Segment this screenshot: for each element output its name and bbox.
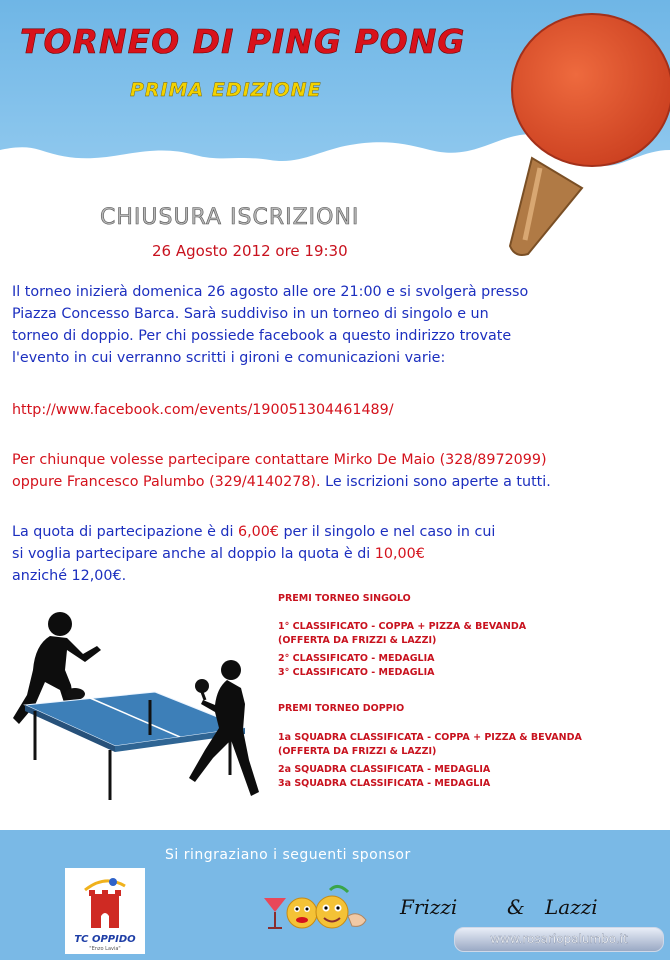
single-prizes-title: PREMI TORNEO SINGOLO bbox=[278, 593, 411, 604]
prize-item: (OFFERTA DA FRIZZI & LAZZI) bbox=[278, 635, 437, 646]
prize-item: 1° CLASSIFICATO - COPPA + PIZZA & BEVANDA bbox=[278, 621, 527, 632]
single-fee: 6,00€ bbox=[238, 524, 279, 540]
frizzi-lazzi-logo-left: Frizzi bbox=[400, 895, 458, 919]
closing-heading: CHIUSURA ISCRIZIONI bbox=[100, 205, 360, 230]
fee-line: anziché 12,00€. bbox=[12, 568, 127, 584]
contact-line: Per chiunque volesse partecipare contattare Mirko De Maio (328/8972099) bbox=[12, 452, 547, 468]
intro-line: Il torneo inizierà domenica 26 agosto alle ore 21:00 e si svolgerà presso bbox=[12, 284, 529, 300]
registration-open-note: Le iscrizioni sono aperte a tutti. bbox=[320, 474, 551, 490]
sponsors-thanks: Si ringraziano i seguenti sponsor bbox=[165, 847, 411, 863]
website-badge[interactable]: www.rosariopalumbo.it bbox=[454, 927, 664, 952]
fee-paragraph bbox=[12, 521, 662, 587]
ping-pong-paddle-icon bbox=[470, 8, 670, 263]
double-fee: 10,00€ bbox=[374, 546, 425, 562]
contact-line bbox=[12, 471, 662, 493]
prize-item: 3° CLASSIFICATO - MEDAGLIA bbox=[278, 667, 435, 678]
double-prizes-title: PREMI TORNEO DOPPIO bbox=[278, 703, 405, 714]
frizzi-lazzi-ampersand: & bbox=[507, 895, 525, 919]
contact-name: oppure Francesco Palumbo (329/4140278). bbox=[12, 474, 321, 490]
poster-subtitle: PRIMA EDIZIONE bbox=[130, 79, 322, 101]
tc-oppido-name: TC OPPIDO bbox=[74, 934, 136, 945]
prize-item: 2a SQUADRA CLASSIFICATA - MEDAGLIA bbox=[278, 764, 491, 775]
tc-oppido-subtitle: "Enzo Lavia" bbox=[89, 946, 121, 952]
prize-item: 3a SQUADRA CLASSIFICATA - MEDAGLIA bbox=[278, 778, 491, 789]
intro-line: Piazza Concesso Barca. Sarà suddiviso in un torneo di singolo e un bbox=[12, 306, 489, 322]
double-prizes-list bbox=[278, 731, 668, 791]
tower-icon bbox=[77, 872, 133, 932]
intro-line: torneo di doppio. Per chi possiede facebook a questo indirizzo trovate bbox=[12, 328, 512, 344]
contact-paragraph bbox=[12, 449, 662, 493]
prize-item: 1a SQUADRA CLASSIFICATA - COPPA + PIZZA & BEVANDA bbox=[278, 732, 582, 743]
emoji-faces-icon bbox=[262, 868, 382, 950]
closing-date: 26 Agosto 2012 ore 19:30 bbox=[152, 242, 348, 260]
facebook-event-link[interactable]: http://www.facebook.com/events/190051304461489/ bbox=[12, 402, 394, 418]
intro-paragraph bbox=[12, 281, 662, 369]
fee-text: si voglia partecipare anche al doppio la quota è di bbox=[12, 546, 375, 562]
players-silhouette-icon bbox=[5, 600, 275, 820]
prize-item: (OFFERTA DA FRIZZI & LAZZI) bbox=[278, 746, 437, 757]
intro-line: l'evento in cui verranno scritti i gironi e comunicazioni varie: bbox=[12, 350, 446, 366]
fee-text: per il singolo e nel caso in cui bbox=[278, 524, 496, 540]
prize-item: 2° CLASSIFICATO - MEDAGLIA bbox=[278, 653, 435, 664]
tc-oppido-logo-icon bbox=[65, 868, 145, 954]
frizzi-lazzi-logo-right: Lazzi bbox=[545, 895, 598, 919]
fee-line bbox=[12, 521, 662, 543]
fee-line bbox=[12, 543, 662, 565]
poster-title: TORNEO DI PING PONG bbox=[20, 22, 466, 61]
single-prizes-list bbox=[278, 620, 668, 680]
fee-text: La quota di partecipazione è di bbox=[12, 524, 238, 540]
